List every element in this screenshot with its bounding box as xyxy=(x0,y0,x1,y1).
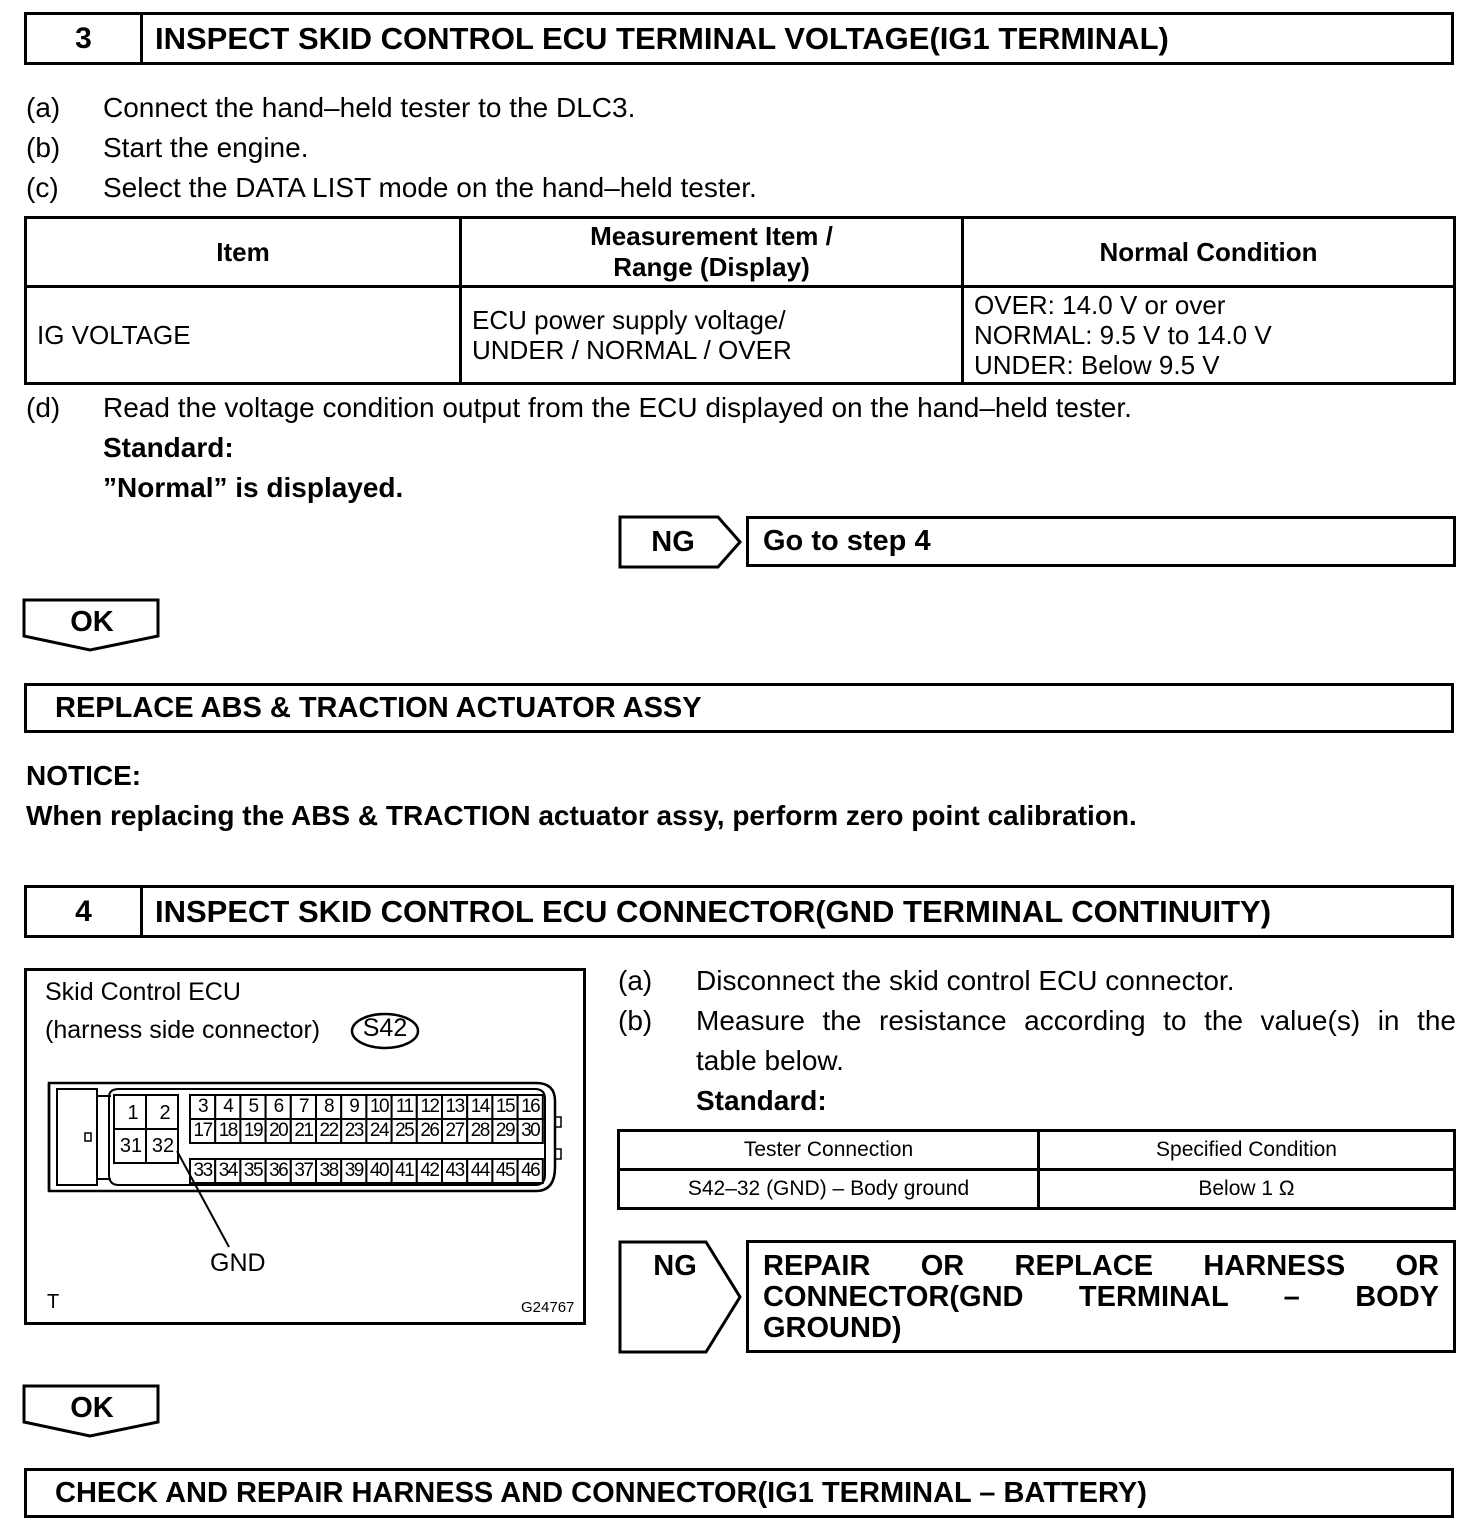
header-item: Item xyxy=(26,218,461,287)
step4-standard-label: Standard: xyxy=(696,1085,827,1116)
pin-10: 10 xyxy=(369,1096,389,1117)
ng-action-line1: REPAIR OR REPLACE HARNESS OR xyxy=(763,1250,1439,1282)
header-specified-condition: Specified Condition xyxy=(1039,1131,1455,1170)
pin-29: 29 xyxy=(495,1120,515,1141)
step4-title: INSPECT SKID CONTROL ECU CONNECTOR(GND TERMINAL CONTINUITY) xyxy=(155,893,1272,929)
pin-20: 20 xyxy=(269,1120,288,1141)
header-tester-connection: Tester Connection xyxy=(619,1131,1039,1170)
step3-a-label: (a) xyxy=(26,92,61,123)
table-row xyxy=(26,287,1455,384)
pin-46: 46 xyxy=(521,1160,540,1181)
pin-8: 8 xyxy=(324,1096,334,1117)
step4-ng-label: NG xyxy=(653,1250,697,1282)
pin-6: 6 xyxy=(273,1096,283,1117)
step4-b-label: (b) xyxy=(618,1005,653,1036)
pin-40: 40 xyxy=(369,1160,389,1181)
header-normal-condition: Normal Condition xyxy=(963,218,1455,287)
pin-41: 41 xyxy=(395,1160,414,1181)
notice-text: When replacing the ABS & TRACTION actuator assy, perform zero point calibration. xyxy=(26,800,1137,831)
pin-2: 2 xyxy=(159,1102,171,1124)
pin-35: 35 xyxy=(243,1160,263,1181)
cond-line3: UNDER: Below 9.5 V xyxy=(974,350,1220,380)
step4-ng-action xyxy=(746,1240,1456,1353)
table-header-row xyxy=(26,218,1455,287)
step4-number: 4 xyxy=(27,888,143,935)
pin-4: 4 xyxy=(223,1096,233,1117)
step3-title: INSPECT SKID CONTROL ECU TERMINAL VOLTAGE(IG1 TERMINAL) xyxy=(155,20,1169,56)
step3-d-label: (d) xyxy=(26,392,61,423)
step4-b-text-line1: Measure the resistance according to the value(s) in the xyxy=(696,1005,1456,1036)
pin-21: 21 xyxy=(294,1120,313,1141)
pin-36: 36 xyxy=(269,1160,288,1181)
step4-a-label: (a) xyxy=(618,965,653,996)
pin-38: 38 xyxy=(319,1160,338,1181)
step3-standard-value: ”Normal” is displayed. xyxy=(103,472,404,503)
replace-action-box: REPLACE ABS & TRACTION ACTUATOR ASSY xyxy=(24,683,1454,733)
resistance-header-row xyxy=(619,1131,1455,1170)
pin-18: 18 xyxy=(218,1120,237,1141)
pin-15: 15 xyxy=(495,1096,515,1117)
cell-normal-condition xyxy=(963,287,1455,384)
step3-standard-label: Standard: xyxy=(103,432,234,463)
pin-19: 19 xyxy=(243,1120,263,1141)
cell-measurement-line2: UNDER / NORMAL / OVER xyxy=(472,335,792,365)
pin-13: 13 xyxy=(445,1096,464,1117)
pin-26: 26 xyxy=(420,1120,439,1141)
pin-34: 34 xyxy=(218,1160,237,1181)
header-measurement xyxy=(461,218,963,287)
step4-ok-label: OK xyxy=(70,1391,114,1424)
pin-17: 17 xyxy=(193,1120,212,1141)
pin-44: 44 xyxy=(470,1160,489,1181)
gnd-label: GND xyxy=(210,1249,266,1277)
pin-43: 43 xyxy=(445,1160,464,1181)
pin-3: 3 xyxy=(198,1096,208,1117)
step3-d-text: Read the voltage condition output from the ECU displayed on the hand–held tester. xyxy=(103,392,1132,423)
pin-22: 22 xyxy=(319,1120,338,1141)
resistance-table xyxy=(617,1129,1456,1210)
step4-header xyxy=(24,885,1454,938)
cell-item: IG VOLTAGE xyxy=(26,287,461,384)
pin-14: 14 xyxy=(470,1096,489,1117)
notice-label: NOTICE: xyxy=(26,760,142,791)
step3-b-text: Start the engine. xyxy=(103,132,309,163)
header-measurement-line1: Measurement Item / xyxy=(590,221,833,251)
pin-28: 28 xyxy=(470,1120,489,1141)
pin-1: 1 xyxy=(127,1102,139,1124)
figure-id: G24767 xyxy=(521,1299,575,1316)
pin-9: 9 xyxy=(349,1096,359,1117)
cell-measurement-line1: ECU power supply voltage/ xyxy=(472,305,786,335)
cell-tester-connection: S42–32 (GND) – Body ground xyxy=(619,1170,1039,1209)
connector-figure xyxy=(24,968,586,1325)
data-list-table xyxy=(24,216,1456,385)
final-action-box: CHECK AND REPAIR HARNESS AND CONNECTOR(IG1 TERMINAL – BATTERY) xyxy=(24,1468,1454,1518)
connector-id: S42 xyxy=(362,1014,408,1042)
cond-line2: NORMAL: 9.5 V to 14.0 V xyxy=(974,320,1272,350)
pin-11: 11 xyxy=(395,1096,413,1117)
step3-number: 3 xyxy=(27,15,143,62)
figure-title-line2: (harness side connector) xyxy=(45,1016,321,1044)
pin-32: 32 xyxy=(151,1135,175,1157)
step4-b-text-line2: table below. xyxy=(696,1045,844,1076)
step3-b-label: (b) xyxy=(26,132,61,163)
pin-24: 24 xyxy=(369,1120,389,1141)
ng-action-line2: CONNECTOR(GND TERMINAL – BODY xyxy=(763,1281,1439,1313)
pin-25: 25 xyxy=(395,1120,414,1141)
table-row xyxy=(619,1170,1455,1209)
step3-a-text: Connect the hand–held tester to the DLC3. xyxy=(103,92,636,123)
step3-header xyxy=(24,12,1454,65)
pin-30: 30 xyxy=(521,1120,540,1141)
pin-16: 16 xyxy=(521,1096,540,1117)
pin-23: 23 xyxy=(344,1120,363,1141)
connector-diagram xyxy=(27,971,583,1322)
step4-a-text: Disconnect the skid control ECU connector. xyxy=(696,965,1235,996)
figure-corner-label: T xyxy=(47,1291,60,1313)
pin-33: 33 xyxy=(193,1160,212,1181)
pin-45: 45 xyxy=(495,1160,515,1181)
pin-7: 7 xyxy=(298,1096,308,1117)
pin-27: 27 xyxy=(445,1120,464,1141)
step3-ng-action: Go to step 4 xyxy=(746,516,1456,567)
cell-specified-condition: Below 1 Ω xyxy=(1039,1170,1455,1209)
pin-42: 42 xyxy=(420,1160,439,1181)
pin-37: 37 xyxy=(294,1160,313,1181)
step3-c-label: (c) xyxy=(26,172,59,203)
ng-action-line3: GROUND) xyxy=(763,1312,902,1344)
pin-5: 5 xyxy=(248,1096,258,1117)
step3-c-text: Select the DATA LIST mode on the hand–held tester. xyxy=(103,172,757,203)
pin-31: 31 xyxy=(119,1135,143,1157)
pin-12: 12 xyxy=(420,1096,439,1117)
cond-line1: OVER: 14.0 V or over xyxy=(974,290,1226,320)
step3-ok-label: OK xyxy=(70,605,114,638)
figure-title-line1: Skid Control ECU xyxy=(45,978,241,1006)
cell-measurement xyxy=(461,287,963,384)
step3-ng-label: NG xyxy=(651,525,695,558)
pin-39: 39 xyxy=(344,1160,363,1181)
header-measurement-line2: Range (Display) xyxy=(613,252,810,282)
